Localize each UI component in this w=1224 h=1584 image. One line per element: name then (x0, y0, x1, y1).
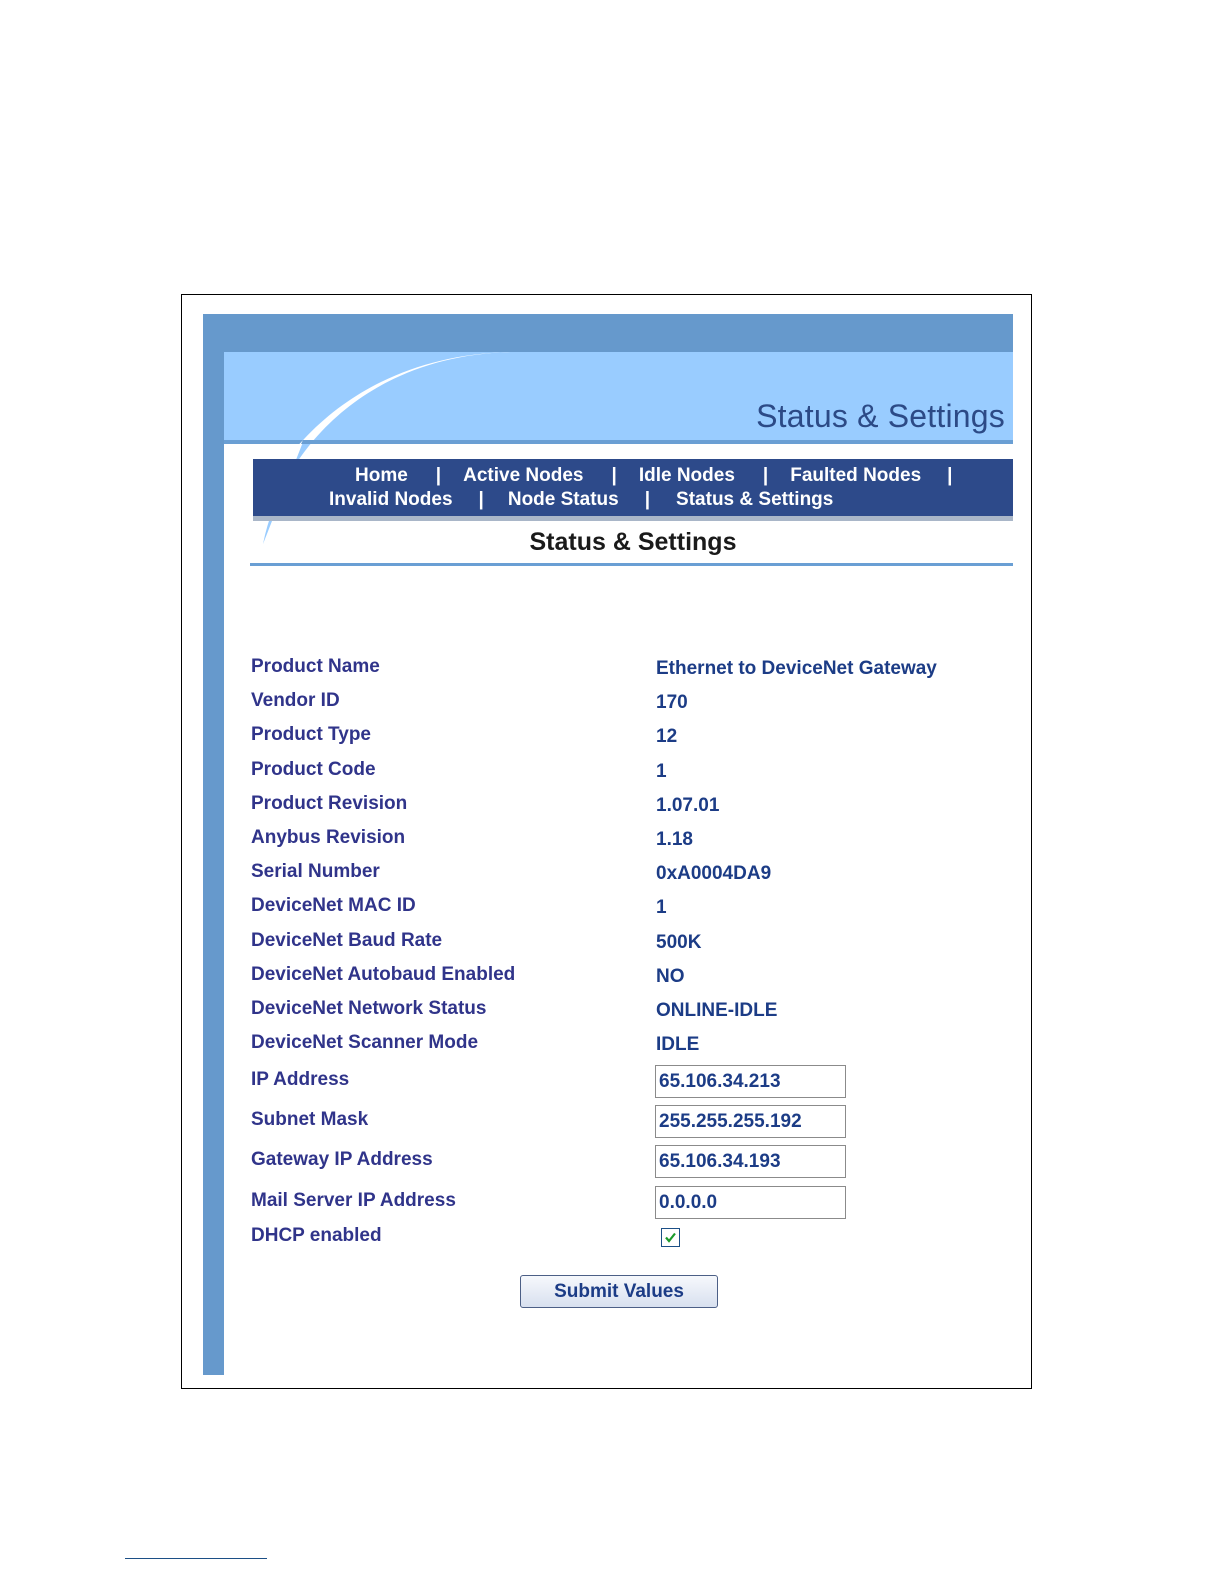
web-page (203, 314, 1013, 1375)
field-value: 500K (656, 932, 702, 953)
gateway-ip-input[interactable] (655, 1145, 846, 1178)
nav-row-1 (355, 465, 952, 487)
field-label: DeviceNet Baud Rate (251, 930, 443, 951)
nav-separator: | (762, 465, 769, 486)
nav-link-idle-nodes[interactable]: Idle Nodes (638, 465, 735, 486)
mail-server-ip-input[interactable] (655, 1186, 846, 1219)
submit-values-button[interactable]: Submit Values (520, 1275, 718, 1308)
field-value: 12 (656, 726, 678, 747)
main-navigation (253, 459, 1013, 517)
nav-underline (253, 516, 1013, 521)
page-title: Status & Settings (529, 528, 737, 556)
field-label: Product Type (251, 724, 371, 745)
left-accent-bar (203, 314, 224, 1375)
nav-separator: | (644, 489, 651, 510)
nav-link-active-nodes[interactable]: Active Nodes (463, 465, 584, 486)
field-value: 170 (656, 692, 688, 713)
field-label: Mail Server IP Address (251, 1190, 456, 1211)
field-label: IP Address (251, 1069, 350, 1090)
title-rule (250, 563, 1013, 566)
nav-separator: | (478, 489, 484, 510)
ip-address-input[interactable] (655, 1065, 846, 1098)
nav-link-faulted-nodes[interactable]: Faulted Nodes (790, 465, 922, 486)
field-value: NO (656, 966, 685, 987)
nav-link-home[interactable]: Home (355, 465, 408, 486)
dhcp-label: DHCP enabled (251, 1225, 382, 1246)
field-label: Serial Number (251, 861, 380, 882)
field-value: 1 (656, 761, 667, 782)
field-label: DeviceNet MAC ID (251, 895, 416, 916)
field-label: Gateway IP Address (251, 1149, 433, 1170)
field-label: DeviceNet Scanner Mode (251, 1032, 479, 1053)
subnet-mask-input[interactable] (655, 1105, 846, 1138)
field-value: IDLE (656, 1034, 700, 1055)
footnote-rule (125, 1558, 267, 1559)
dhcp-checkbox[interactable] (661, 1228, 680, 1247)
checkmark-icon (663, 1230, 678, 1245)
nav-separator: | (435, 465, 442, 486)
field-value: Ethernet to DeviceNet Gateway (656, 658, 937, 679)
field-value: 1 (656, 897, 667, 918)
field-label: Product Revision (251, 793, 408, 814)
field-label: Product Code (251, 759, 376, 780)
field-label: DeviceNet Network Status (251, 998, 487, 1019)
nav-row-2 (329, 489, 833, 511)
nav-separator: | (611, 465, 617, 486)
nav-link-invalid-nodes[interactable]: Invalid Nodes (329, 489, 453, 510)
field-label: Vendor ID (251, 690, 340, 711)
field-value: 1.07.01 (656, 795, 720, 816)
field-value: ONLINE-IDLE (656, 1000, 778, 1021)
banner-title: Status & Settings (756, 398, 1005, 434)
nav-separator: | (947, 465, 953, 486)
field-value: 1.18 (656, 829, 693, 850)
nav-link-node-status[interactable]: Node Status (507, 489, 619, 510)
nav-link-status-settings[interactable]: Status & Settings (676, 489, 834, 510)
field-label: Product Name (251, 656, 380, 677)
field-label: DeviceNet Autobaud Enabled (251, 964, 516, 985)
field-label: Anybus Revision (251, 827, 406, 848)
screenshot-frame (181, 294, 1032, 1389)
field-label: Subnet Mask (251, 1109, 369, 1130)
field-value: 0xA0004DA9 (656, 863, 772, 884)
